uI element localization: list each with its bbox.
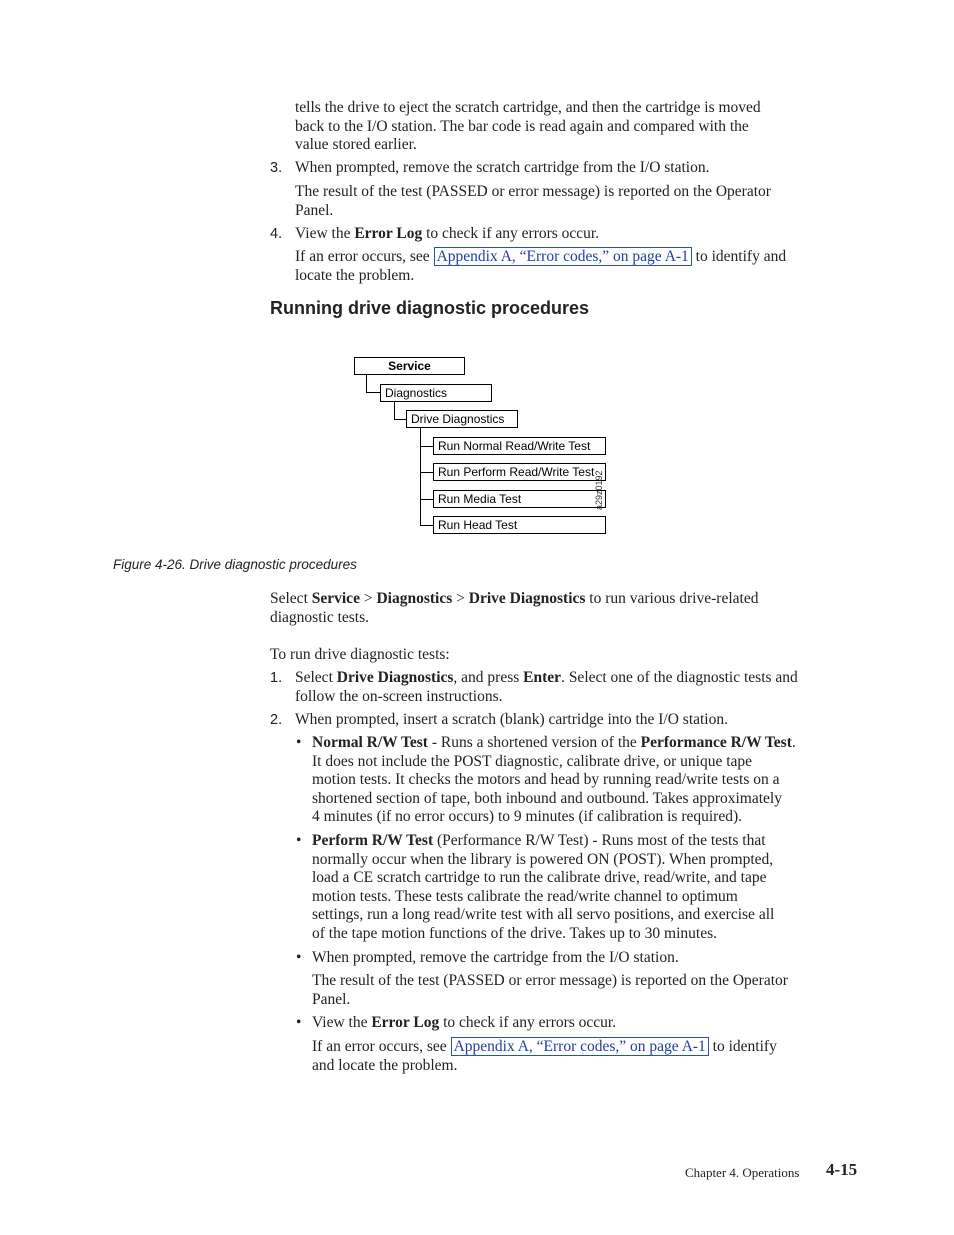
step-number: 3.	[270, 160, 283, 176]
bullet-mark: •	[296, 832, 302, 849]
text-run: If an error occurs, see	[295, 248, 434, 265]
text-run: >	[359, 590, 377, 607]
text-run: to check if any errors occur.	[439, 1014, 617, 1031]
bullet-mark: •	[296, 1014, 302, 1031]
step-number: 2.	[270, 712, 283, 728]
text-run: to identify	[708, 1038, 777, 1055]
text-line: The result of the test (PASSED or error message) is reported on the Operator	[295, 183, 771, 200]
text-line: follow the on-screen instructions.	[295, 687, 503, 705]
text-line: The result of the test (PASSED or error message) is reported on the Operator	[312, 972, 788, 989]
text-line: When prompted, remove the scratch cartridge from the I/O station.	[295, 159, 710, 176]
text-run: - Runs a shortened version of the	[427, 734, 641, 751]
text-line: motion tests. These tests calibrate the read/write channel to optimum	[312, 887, 738, 905]
text-line: tells the drive to eject the scratch cartridge, and then the cartridge is moved	[295, 99, 761, 116]
text-run: . Select one of the diagnostic tests and	[561, 669, 798, 686]
figure-caption: Figure 4-26. Drive diagnostic procedures	[113, 557, 357, 572]
text-line: back to the I/O station. The bar code is read again and compared with the	[295, 117, 749, 135]
menu-diagnostics: Diagnostics	[380, 384, 492, 402]
menu-service: Service	[354, 357, 465, 375]
bullet-mark: •	[296, 949, 302, 966]
text-run: If an error occurs, see	[312, 1038, 451, 1055]
menu-drive-diagnostics: Drive Diagnostics	[406, 410, 518, 428]
connector-line	[420, 525, 433, 526]
text-run: (Performance R/W Test) - Runs most of the tests that	[433, 832, 766, 849]
bullet-normal-rw	[312, 734, 796, 827]
text-run: Select	[295, 669, 337, 686]
bullet-mark: •	[296, 734, 302, 751]
list-step-2: When prompted, insert a scratch (blank) cartridge into the I/O station.	[295, 711, 728, 728]
menu-item-normal-rw-test: Run Normal Read/Write Test	[433, 437, 606, 455]
error-log-term: Error Log	[354, 225, 423, 242]
text-run: to identify and	[691, 248, 787, 265]
connector-line	[394, 419, 407, 420]
text-line: motion tests. It checks the motors and head by running read/write tests on a	[312, 771, 780, 789]
error-log-term: Error Log	[371, 1014, 440, 1031]
connector-line	[420, 472, 433, 473]
text-line: normally occur when the library is powered ON (POST). When prompted,	[312, 850, 774, 868]
appendix-a-link[interactable]: Appendix A, “Error codes,” on page A-1	[434, 247, 692, 266]
select-paragraph	[270, 590, 758, 627]
continuation-paragraph	[295, 99, 761, 155]
menu-item-head-test: Run Head Test	[433, 516, 606, 534]
bullet-perform-rw	[312, 832, 774, 944]
step-3-text	[295, 159, 709, 178]
menu-item-perform-rw-test: Run Perform Read/Write Test	[433, 463, 606, 481]
text-run: >	[452, 590, 469, 607]
text-line: value stored earlier.	[295, 136, 417, 154]
text-line: locate the problem.	[295, 266, 415, 284]
term-drive-diagnostics: Drive Diagnostics	[336, 669, 454, 686]
connector-line	[420, 446, 433, 447]
text-line: Panel.	[295, 201, 334, 219]
text-line: diagnostic tests.	[270, 608, 370, 626]
step-number: 4.	[270, 226, 283, 242]
footer-page-number: 4-15	[826, 1160, 858, 1179]
text-line: of the tape motion functions of the drive. Takes up to 30 minutes.	[312, 924, 717, 942]
text-run: Select	[270, 590, 312, 607]
connector-line	[394, 402, 395, 420]
text-line: Panel.	[312, 990, 351, 1008]
term-service: Service	[311, 590, 360, 607]
text-line: load a CE scratch cartridge to run the calibrate drive, read/write, and tape	[312, 869, 767, 887]
text-line: It does not include the POST diagnostic, calibrate drive, or unique tape	[312, 752, 753, 770]
appendix-a-link[interactable]: Appendix A, “Error codes,” on page A-1	[451, 1037, 709, 1056]
intro-text: To run drive diagnostic tests:	[270, 646, 450, 663]
connector-line	[420, 428, 421, 526]
bullet-error-note	[312, 1038, 777, 1075]
connector-line	[366, 375, 367, 393]
term-normal-rw-test: Normal R/W Test	[312, 734, 428, 751]
text-run: View the	[295, 225, 355, 242]
menu-item-media-test: Run Media Test	[433, 490, 606, 508]
text-run: to check if any errors occur.	[422, 225, 600, 242]
term-drive-diagnostics: Drive Diagnostics	[468, 590, 586, 607]
text-run: , and press	[453, 669, 524, 686]
text-run: View the	[312, 1014, 372, 1031]
text-line: shortened section of tape, both inbound and outbound. Takes approximately	[312, 789, 782, 807]
step-4-text	[295, 225, 599, 244]
bullet-remove-result	[312, 972, 788, 1009]
connector-line	[420, 499, 433, 500]
bullet-error-log	[312, 1014, 616, 1033]
footer-chapter: Chapter 4. Operations	[685, 1165, 800, 1180]
figure-id-label: a29z0192	[594, 470, 604, 510]
term-performance-rw-test: Performance R/W Test	[640, 734, 792, 751]
section-heading: Running drive diagnostic procedures	[270, 298, 590, 318]
term-enter: Enter	[523, 669, 562, 686]
text-line: settings, run a long read/write test with all servo positions, and exercise all	[312, 906, 775, 924]
step-number: 1.	[270, 670, 283, 686]
term-perform-rw-test: Perform R/W Test	[312, 832, 434, 849]
step-4-error-note	[295, 248, 786, 285]
text-line: and locate the problem.	[312, 1056, 458, 1074]
text-run: to run various drive-related	[585, 590, 759, 607]
text-line: 4 minutes (if no error occurs) to 9 minutes (if calibration is required).	[312, 808, 742, 826]
text-run: .	[791, 734, 796, 751]
term-diagnostics: Diagnostics	[376, 590, 453, 607]
connector-line	[366, 392, 380, 393]
list-step-1	[295, 669, 798, 706]
bullet-remove-cartridge: When prompted, remove the cartridge from the I/O station.	[312, 949, 679, 966]
step-3-result	[295, 183, 771, 220]
